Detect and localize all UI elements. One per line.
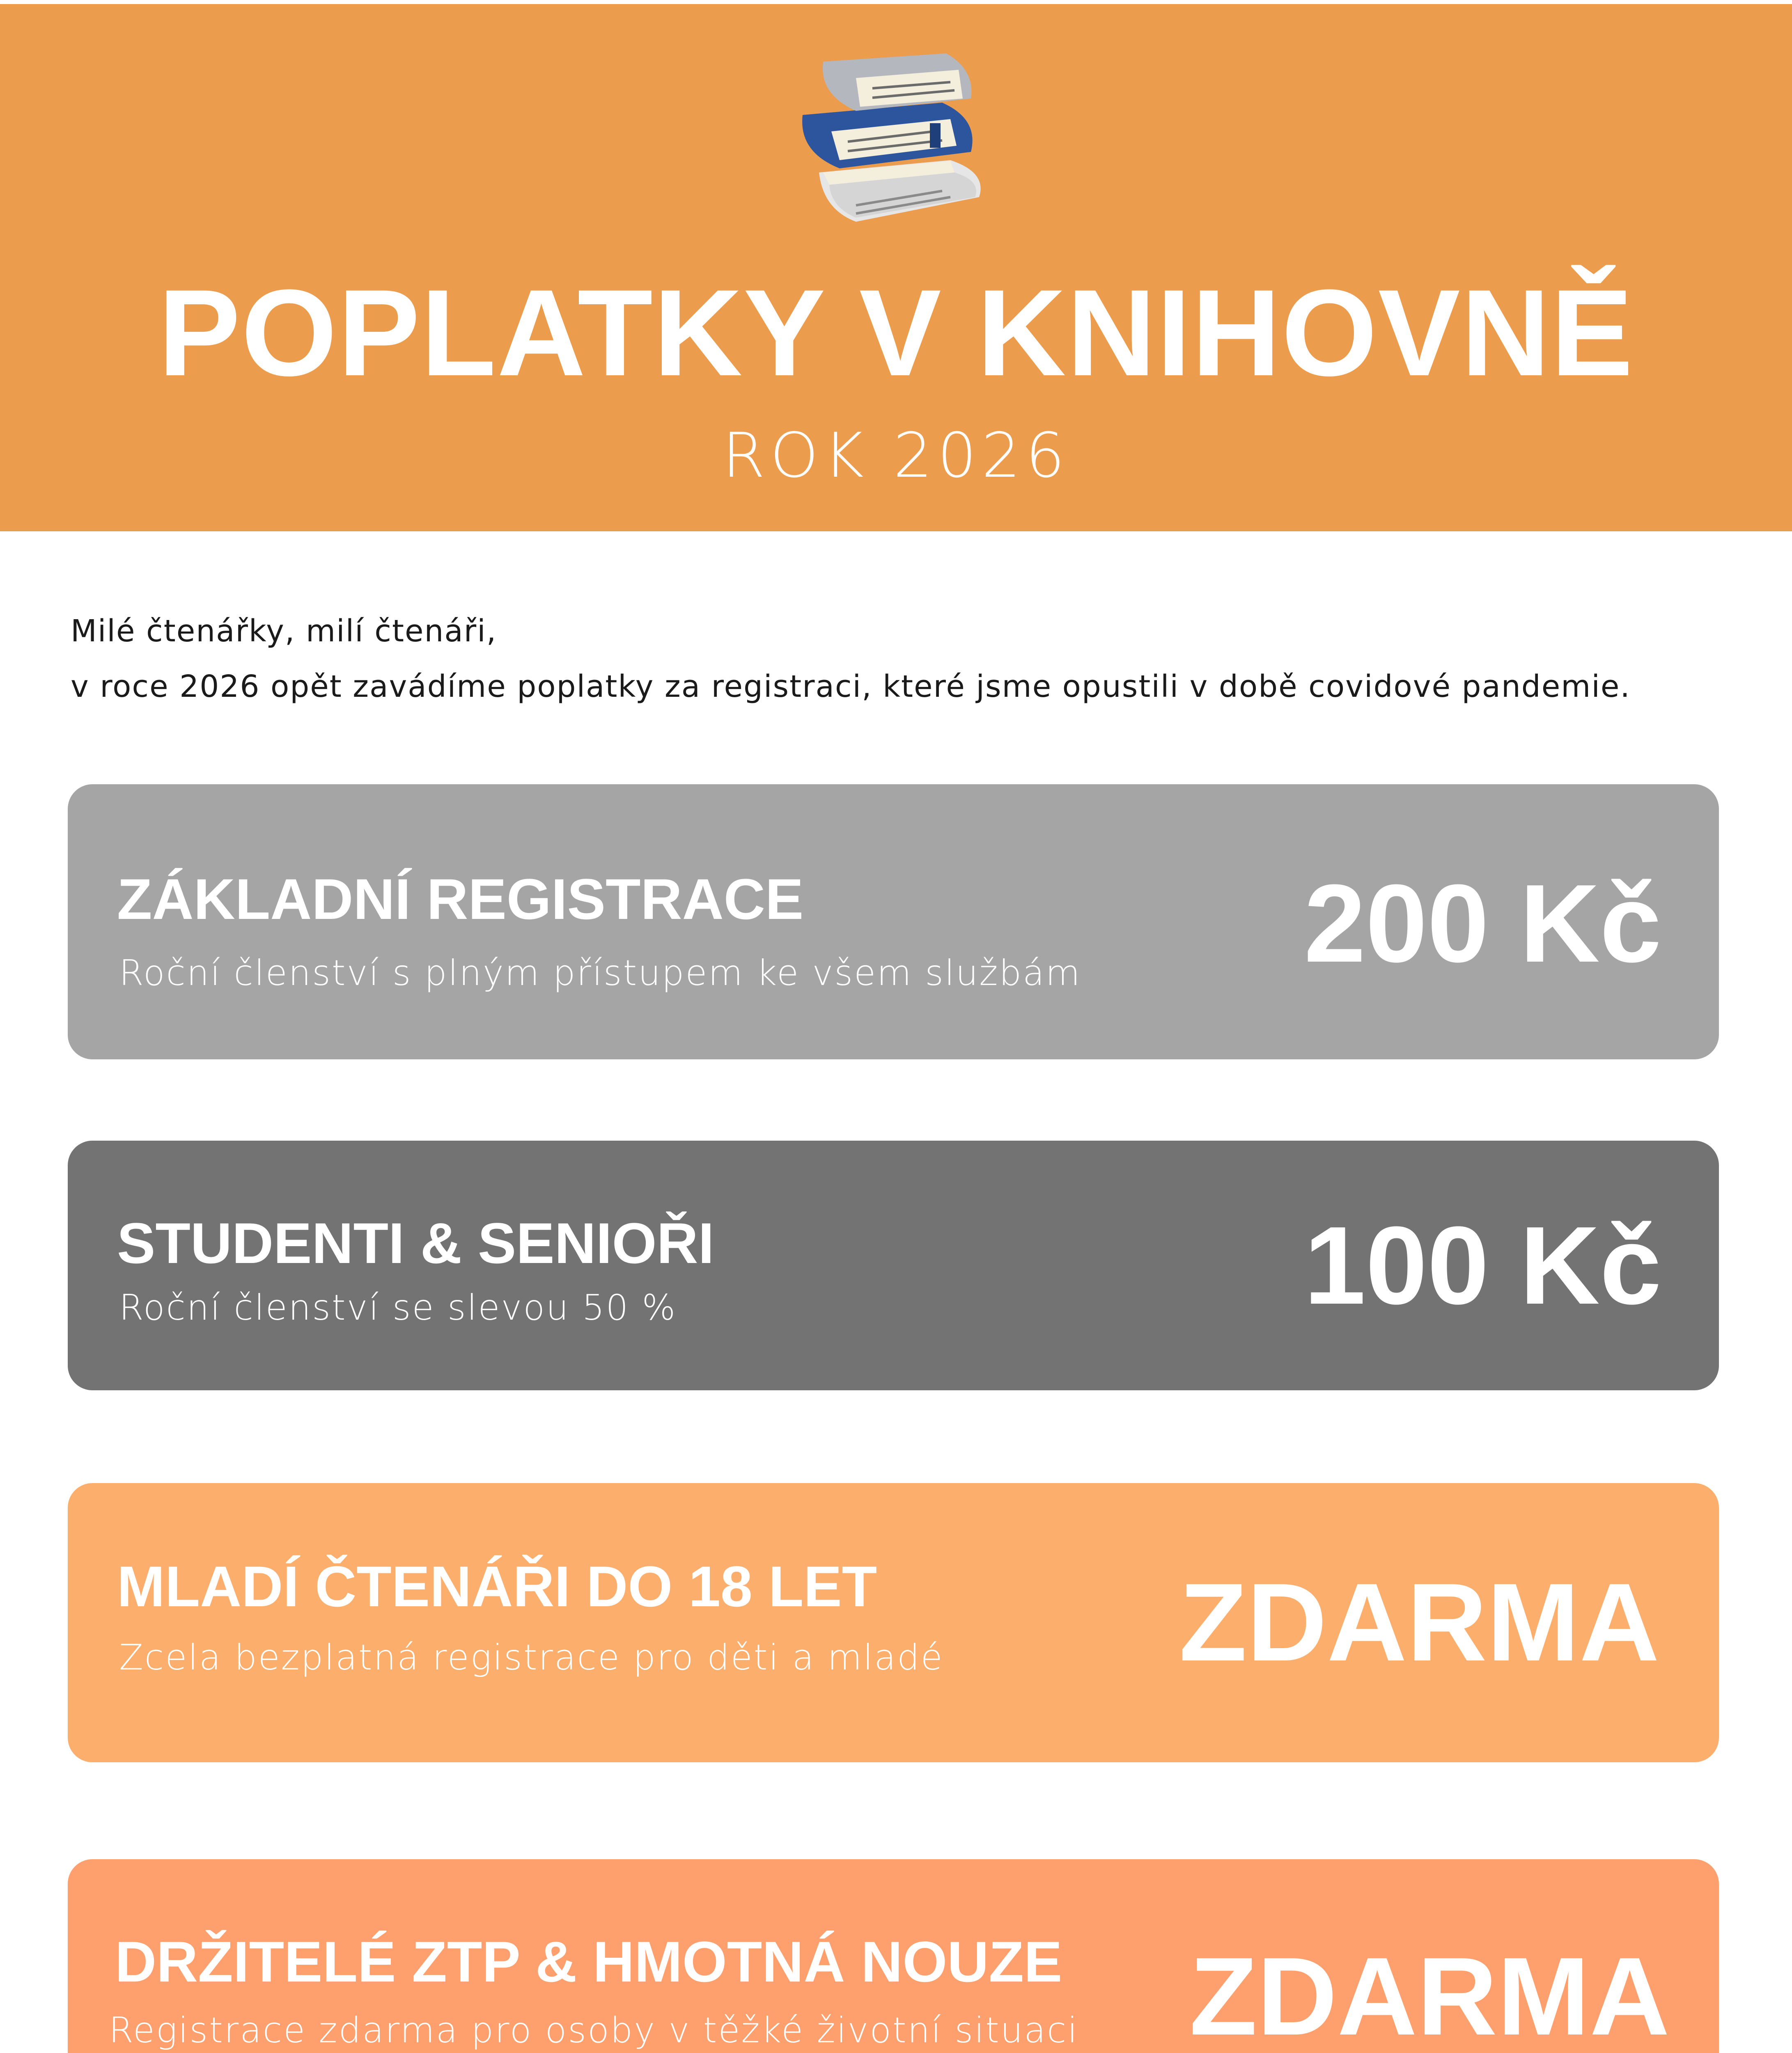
fee-price: ZDARMA: [1189, 1935, 1670, 2053]
header-banner: [0, 0, 1792, 531]
books-icon: [794, 49, 1000, 234]
intro-greeting: Milé čtenářky, milí čtenáři,: [71, 613, 497, 649]
fee-card-ztp-hardship: [68, 1859, 1719, 2053]
fee-card-young-readers: [68, 1483, 1719, 1762]
fee-description: Roční členství se slevou 50 %: [119, 1287, 677, 1328]
fee-description: Zcela bezplatná registrace pro děti a mladé: [119, 1637, 944, 1678]
fee-price: ZDARMA: [1179, 1561, 1659, 1684]
intro-message: v roce 2026 opět zavádíme poplatky za registraci, které jsme opustili v době covidové pandemie.: [71, 669, 1631, 704]
fee-description: Roční členství s plným přístupem ke všem službám: [119, 953, 1081, 994]
fee-title: DRŽITELÉ ZTP & HMOTNÁ NOUZE: [115, 1929, 1062, 1994]
fee-description: Registrace zdarma pro osoby v těžké životní situaci: [109, 2010, 1079, 2051]
fee-card-basic: [68, 784, 1719, 1059]
fee-title: STUDENTI & SENIOŘI: [117, 1211, 714, 1275]
fee-card-students-seniors: [68, 1141, 1719, 1390]
page-subtitle: ROK 2026: [722, 420, 1070, 491]
fee-price: 100 Kč: [1304, 1204, 1661, 1327]
intro-text: [71, 604, 1754, 714]
fee-title: MLADÍ ČTENÁŘI DO 18 LET: [117, 1554, 877, 1619]
fee-title: ZÁKLADNÍ REGISTRACE: [117, 867, 804, 931]
fee-price: 200 Kč: [1304, 862, 1661, 985]
page-title: POPLATKY V KNIHOVNĚ: [158, 264, 1634, 402]
